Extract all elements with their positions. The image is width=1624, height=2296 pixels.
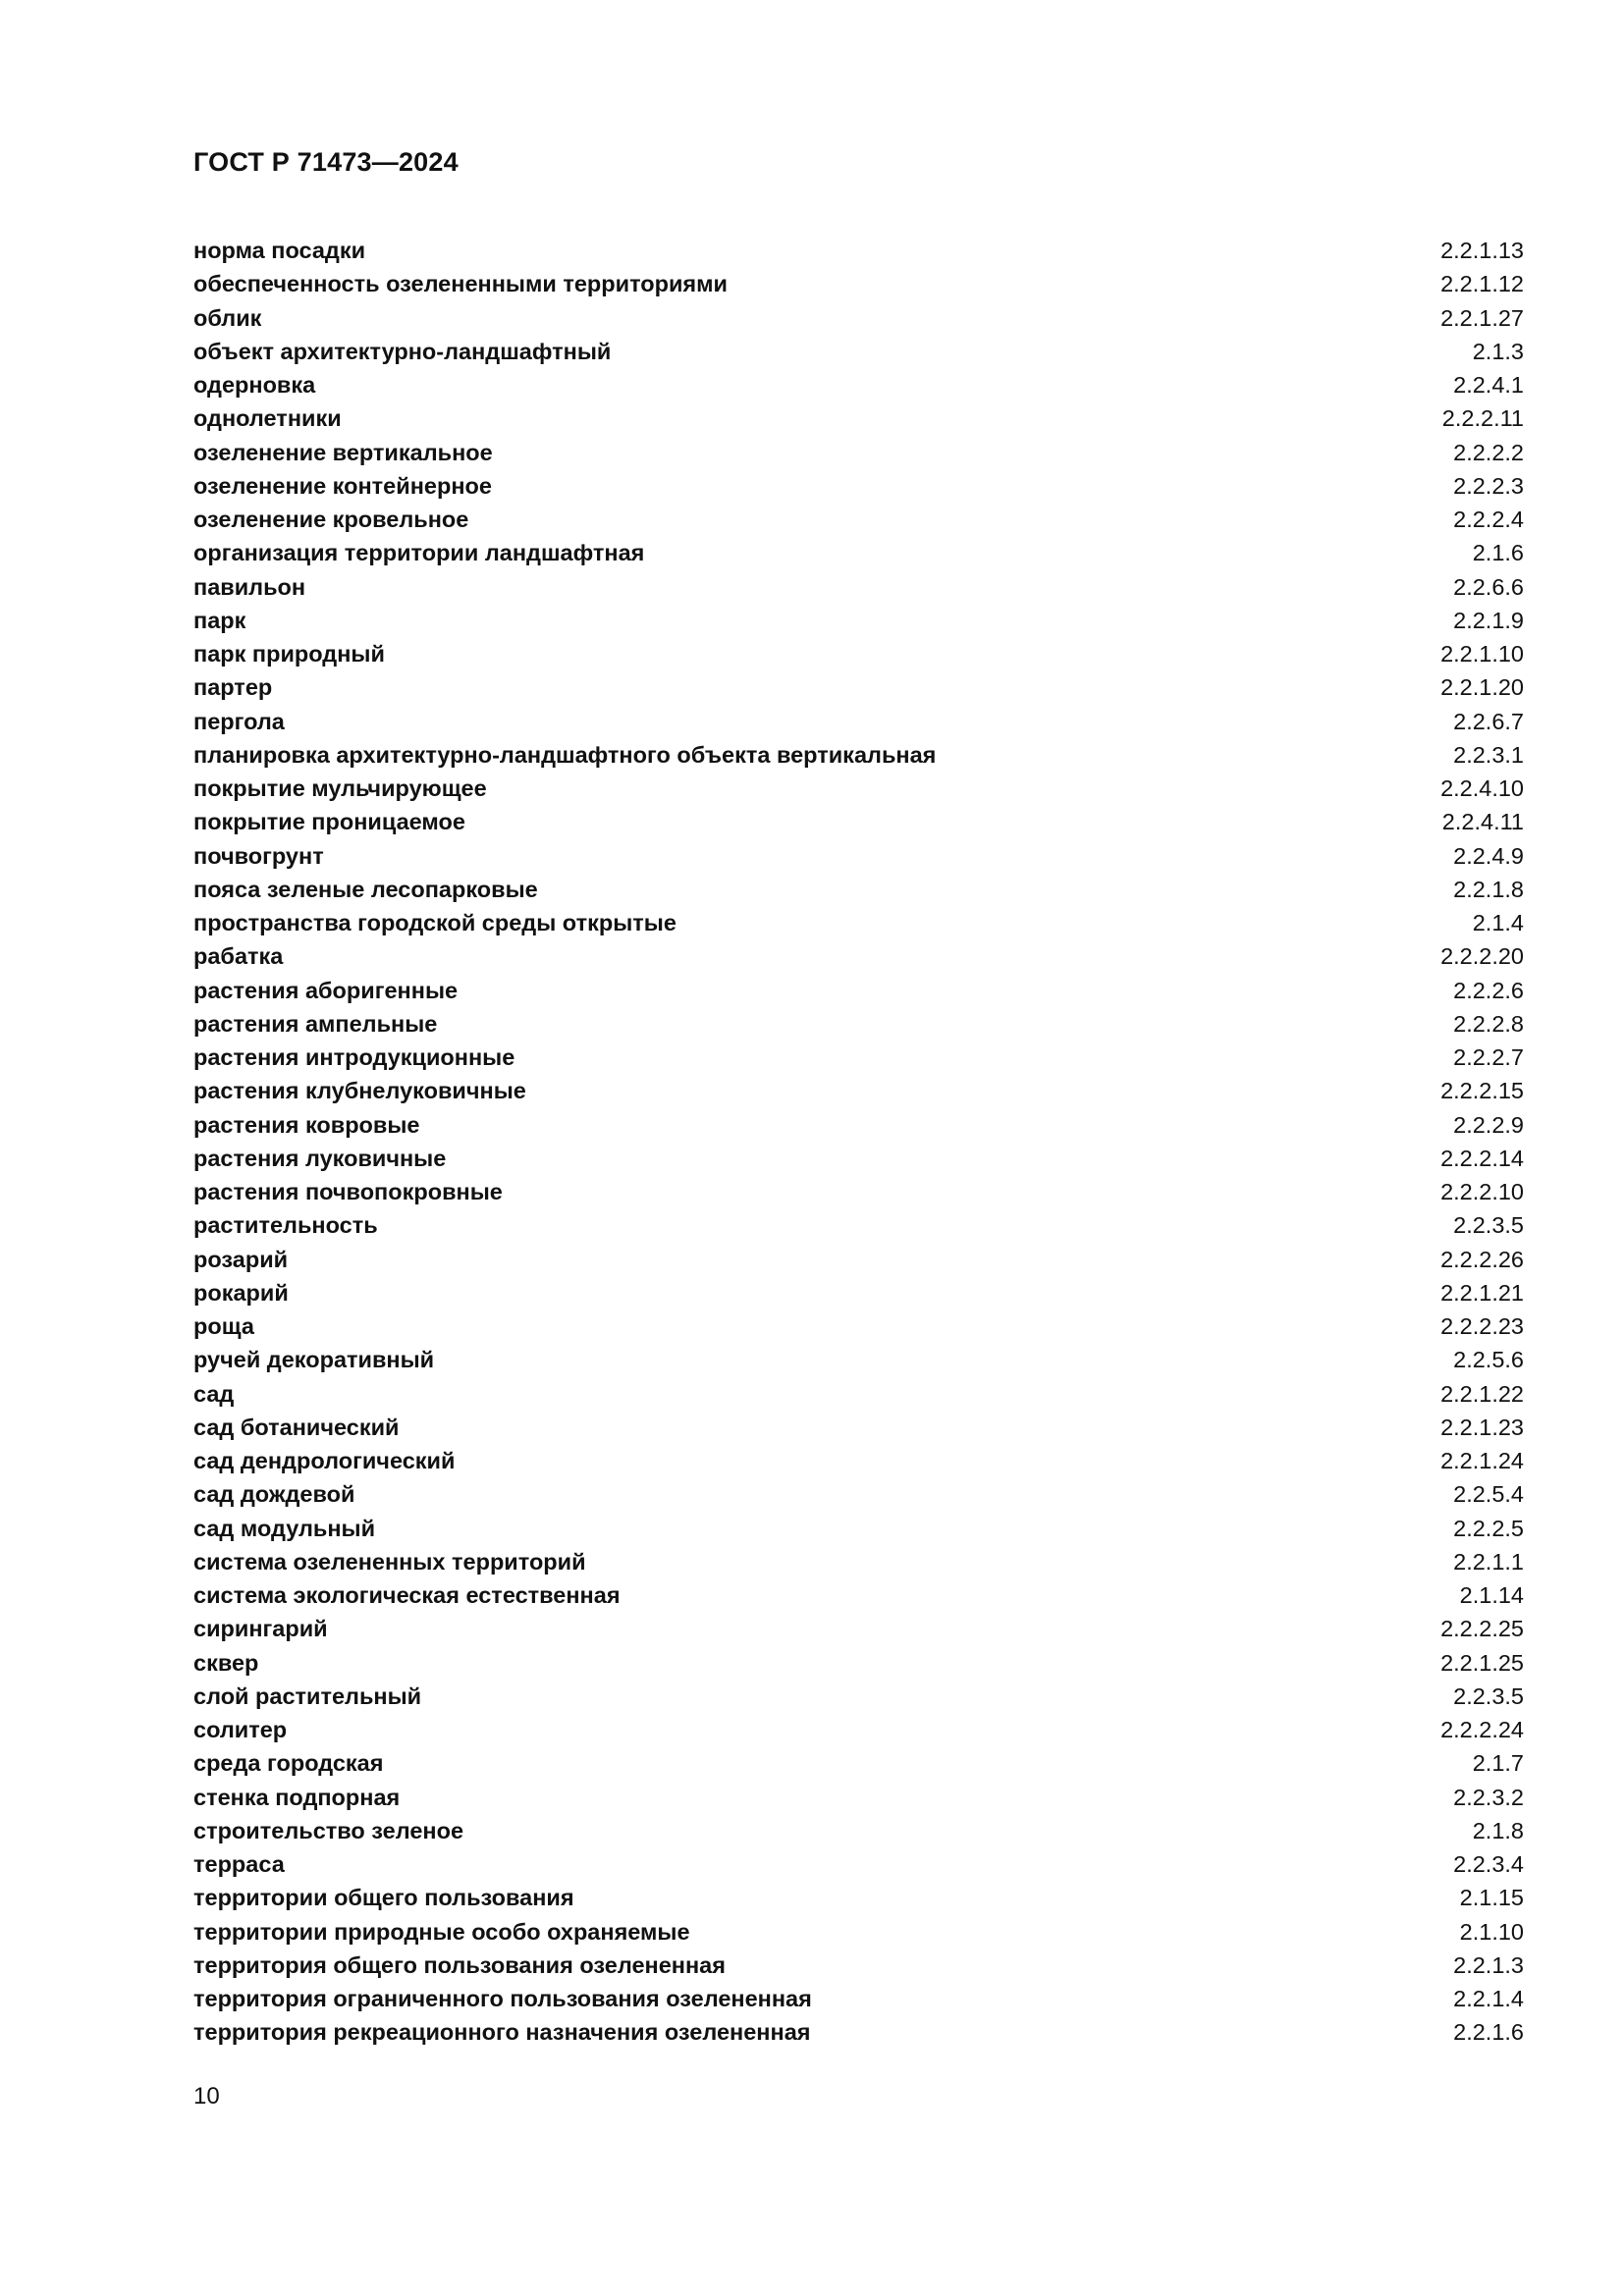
index-entry xyxy=(193,1982,1524,2015)
index-reference: 2.2.1.27 xyxy=(1440,304,1524,331)
index-reference: 2.2.2.9 xyxy=(1453,1111,1524,1138)
alphabetical-index xyxy=(193,234,1524,2050)
index-term: пергола xyxy=(193,708,285,734)
index-reference: 2.2.3.2 xyxy=(1453,1784,1524,1810)
index-entry xyxy=(193,1477,1524,1511)
index-term: одерновка xyxy=(193,372,316,398)
index-reference: 2.2.1.24 xyxy=(1440,1448,1524,1473)
index-entry xyxy=(193,1243,1524,1276)
index-reference: 2.2.1.8 xyxy=(1453,876,1524,902)
index-reference: 2.2.1.12 xyxy=(1440,271,1524,297)
index-term: территория ограниченного пользования озелененная xyxy=(193,1986,812,2011)
index-reference: 2.2.2.7 xyxy=(1453,1044,1524,1070)
index-entry xyxy=(193,368,1524,401)
index-reference: 2.2.1.21 xyxy=(1440,1279,1524,1306)
index-term: однолетники xyxy=(193,405,342,432)
index-reference: 2.2.2.10 xyxy=(1440,1179,1524,1204)
index-entry xyxy=(193,503,1524,536)
index-entry xyxy=(193,705,1524,738)
index-term: пространства городской среды открытые xyxy=(193,910,677,935)
index-entry xyxy=(193,1142,1524,1175)
document-header: ГОСТ Р 71473—2024 xyxy=(193,147,459,177)
index-term: растения ампельные xyxy=(193,1010,438,1037)
index-term: озеленение контейнерное xyxy=(193,472,492,499)
index-entry xyxy=(193,301,1524,335)
index-term: облик xyxy=(193,304,262,331)
index-term: растения ковровые xyxy=(193,1111,420,1138)
index-reference: 2.2.1.6 xyxy=(1453,2019,1524,2046)
index-reference: 2.2.1.13 xyxy=(1440,238,1524,263)
index-reference: 2.2.1.9 xyxy=(1453,607,1524,633)
index-term: почвогрунт xyxy=(193,842,324,869)
index-entry xyxy=(193,267,1524,300)
index-term: организация территории ландшафтная xyxy=(193,540,645,566)
index-entry xyxy=(193,1208,1524,1242)
index-term: сад ботанический xyxy=(193,1414,400,1440)
index-term: обеспеченность озелененными территориями xyxy=(193,271,728,297)
index-entry xyxy=(193,1512,1524,1545)
index-reference: 2.1.3 xyxy=(1472,338,1524,364)
index-term: сад xyxy=(193,1380,235,1407)
index-term: сад дендрологический xyxy=(193,1448,456,1473)
index-entry xyxy=(193,1545,1524,1578)
index-term: сад модульный xyxy=(193,1515,376,1541)
index-reference: 2.1.4 xyxy=(1472,910,1524,935)
index-reference: 2.2.5.6 xyxy=(1453,1347,1524,1373)
index-reference: 2.2.1.25 xyxy=(1440,1649,1524,1676)
index-term: территории общего пользования xyxy=(193,1885,574,1911)
index-reference: 2.2.2.15 xyxy=(1440,1078,1524,1104)
index-entry xyxy=(193,1411,1524,1444)
index-term: роща xyxy=(193,1313,254,1339)
index-entry xyxy=(193,1108,1524,1142)
index-term: рабатка xyxy=(193,943,284,970)
index-term: растения аборигенные xyxy=(193,977,459,1003)
index-reference: 2.2.2.4 xyxy=(1453,507,1524,532)
index-term: покрытие мульчирующее xyxy=(193,775,487,801)
index-term: слой растительный xyxy=(193,1682,422,1709)
index-reference: 2.2.1.23 xyxy=(1440,1414,1524,1440)
index-entry xyxy=(193,1007,1524,1041)
index-entry xyxy=(193,772,1524,805)
index-term: строительство зеленое xyxy=(193,1817,464,1843)
index-entry xyxy=(193,1915,1524,1949)
index-term: система озелененных территорий xyxy=(193,1548,586,1575)
index-term: планировка архитектурно-ландшафтного объекта вертикальная xyxy=(193,741,937,768)
index-term: пояса зеленые лесопарковые xyxy=(193,876,538,902)
index-entry xyxy=(193,1881,1524,1914)
index-entry xyxy=(193,2015,1524,2049)
index-entry xyxy=(193,469,1524,503)
index-reference: 2.2.2.5 xyxy=(1453,1515,1524,1541)
index-reference: 2.2.1.3 xyxy=(1453,1951,1524,1978)
index-term: солитер xyxy=(193,1717,288,1742)
index-term: покрытие проницаемое xyxy=(193,809,465,835)
index-entry xyxy=(193,738,1524,772)
index-reference: 2.2.2.2 xyxy=(1453,439,1524,465)
index-reference: 2.2.3.4 xyxy=(1453,1851,1524,1877)
index-term: озеленение кровельное xyxy=(193,507,469,532)
index-entry xyxy=(193,1377,1524,1411)
index-reference: 2.2.1.20 xyxy=(1440,674,1524,701)
index-entry xyxy=(193,637,1524,670)
index-entry xyxy=(193,873,1524,906)
index-reference: 2.2.1.10 xyxy=(1440,641,1524,667)
index-term: ручей декоративный xyxy=(193,1347,435,1373)
index-term: территории природные особо охраняемые xyxy=(193,1918,690,1945)
index-entry xyxy=(193,1074,1524,1107)
index-entry xyxy=(193,805,1524,838)
index-entry xyxy=(193,1646,1524,1680)
index-reference: 2.2.2.6 xyxy=(1453,977,1524,1003)
index-reference: 2.2.2.11 xyxy=(1441,405,1524,432)
index-term: объект архитектурно-ландшафтный xyxy=(193,338,612,364)
index-term: розарий xyxy=(193,1246,289,1272)
index-reference: 2.2.4.10 xyxy=(1440,775,1524,801)
index-entry xyxy=(193,604,1524,637)
index-entry xyxy=(193,1309,1524,1343)
index-term: растения интродукционные xyxy=(193,1044,515,1070)
index-term: партер xyxy=(193,674,273,701)
index-entry xyxy=(193,1276,1524,1309)
index-reference: 2.1.7 xyxy=(1472,1750,1524,1777)
index-reference: 2.2.2.25 xyxy=(1440,1616,1524,1642)
index-reference: 2.2.2.24 xyxy=(1440,1717,1524,1742)
index-entry xyxy=(193,1781,1524,1814)
index-term: растительность xyxy=(193,1212,378,1239)
index-term: растения клубнелуковичные xyxy=(193,1078,526,1104)
index-term: растения луковичные xyxy=(193,1145,447,1171)
index-entry xyxy=(193,1041,1524,1074)
index-reference: 2.2.1.4 xyxy=(1453,1986,1524,2011)
index-reference: 2.2.2.26 xyxy=(1440,1246,1524,1272)
index-reference: 2.2.1.1 xyxy=(1453,1548,1524,1575)
index-entry xyxy=(193,974,1524,1007)
index-term: сквер xyxy=(193,1649,259,1676)
index-term: растения почвопокровные xyxy=(193,1179,503,1204)
index-term: система экологическая естественная xyxy=(193,1582,621,1608)
index-term: рокарий xyxy=(193,1279,289,1306)
index-reference: 2.1.10 xyxy=(1459,1918,1524,1945)
index-entry xyxy=(193,1343,1524,1376)
index-entry xyxy=(193,1680,1524,1713)
index-entry xyxy=(193,1746,1524,1780)
index-entry xyxy=(193,939,1524,973)
index-term: павильон xyxy=(193,573,306,600)
index-term: норма посадки xyxy=(193,238,366,263)
index-entry xyxy=(193,1949,1524,1982)
index-reference: 2.1.8 xyxy=(1472,1817,1524,1843)
index-entry xyxy=(193,839,1524,873)
index-reference: 2.2.2.3 xyxy=(1453,472,1524,499)
index-term: территория общего пользования озелененная xyxy=(193,1951,726,1978)
index-reference: 2.2.6.6 xyxy=(1453,573,1524,600)
index-entry xyxy=(193,536,1524,569)
index-reference: 2.1.6 xyxy=(1472,540,1524,566)
index-reference: 2.2.3.5 xyxy=(1453,1682,1524,1709)
index-reference: 2.2.4.9 xyxy=(1453,842,1524,869)
index-reference: 2.2.2.8 xyxy=(1453,1010,1524,1037)
index-reference: 2.2.2.20 xyxy=(1440,943,1524,970)
index-term: среда городская xyxy=(193,1750,384,1777)
index-entry xyxy=(193,1713,1524,1746)
index-reference: 2.2.4.1 xyxy=(1453,372,1524,398)
index-reference: 2.2.5.4 xyxy=(1453,1481,1524,1508)
index-entry xyxy=(193,1814,1524,1847)
index-reference: 2.2.3.5 xyxy=(1453,1212,1524,1239)
index-entry xyxy=(193,570,1524,604)
index-term: сад дождевой xyxy=(193,1481,355,1508)
index-entry xyxy=(193,1847,1524,1881)
index-term: терраса xyxy=(193,1851,285,1877)
index-entry xyxy=(193,335,1524,368)
index-term: сирингарий xyxy=(193,1616,328,1642)
index-entry xyxy=(193,670,1524,704)
index-reference: 2.1.15 xyxy=(1459,1885,1524,1911)
index-entry xyxy=(193,1612,1524,1645)
index-term: парк xyxy=(193,607,246,633)
index-entry xyxy=(193,906,1524,939)
index-reference: 2.2.4.11 xyxy=(1441,809,1524,835)
index-reference: 2.2.2.14 xyxy=(1440,1145,1524,1171)
index-entry xyxy=(193,401,1524,435)
index-entry xyxy=(193,1444,1524,1477)
index-entry xyxy=(193,1578,1524,1612)
index-reference: 2.2.2.23 xyxy=(1440,1313,1524,1339)
index-entry xyxy=(193,436,1524,469)
index-reference: 2.2.1.22 xyxy=(1440,1380,1524,1407)
index-reference: 2.1.14 xyxy=(1459,1582,1524,1608)
index-term: парк природный xyxy=(193,641,385,667)
index-term: территория рекреационного назначения озелененная xyxy=(193,2019,811,2046)
index-reference: 2.2.3.1 xyxy=(1453,741,1524,768)
index-entry xyxy=(193,1175,1524,1208)
index-term: озеленение вертикальное xyxy=(193,439,493,465)
index-entry xyxy=(193,234,1524,267)
index-term: стенка подпорная xyxy=(193,1784,401,1810)
index-reference: 2.2.6.7 xyxy=(1453,708,1524,734)
page-number: 10 xyxy=(193,2083,220,2109)
